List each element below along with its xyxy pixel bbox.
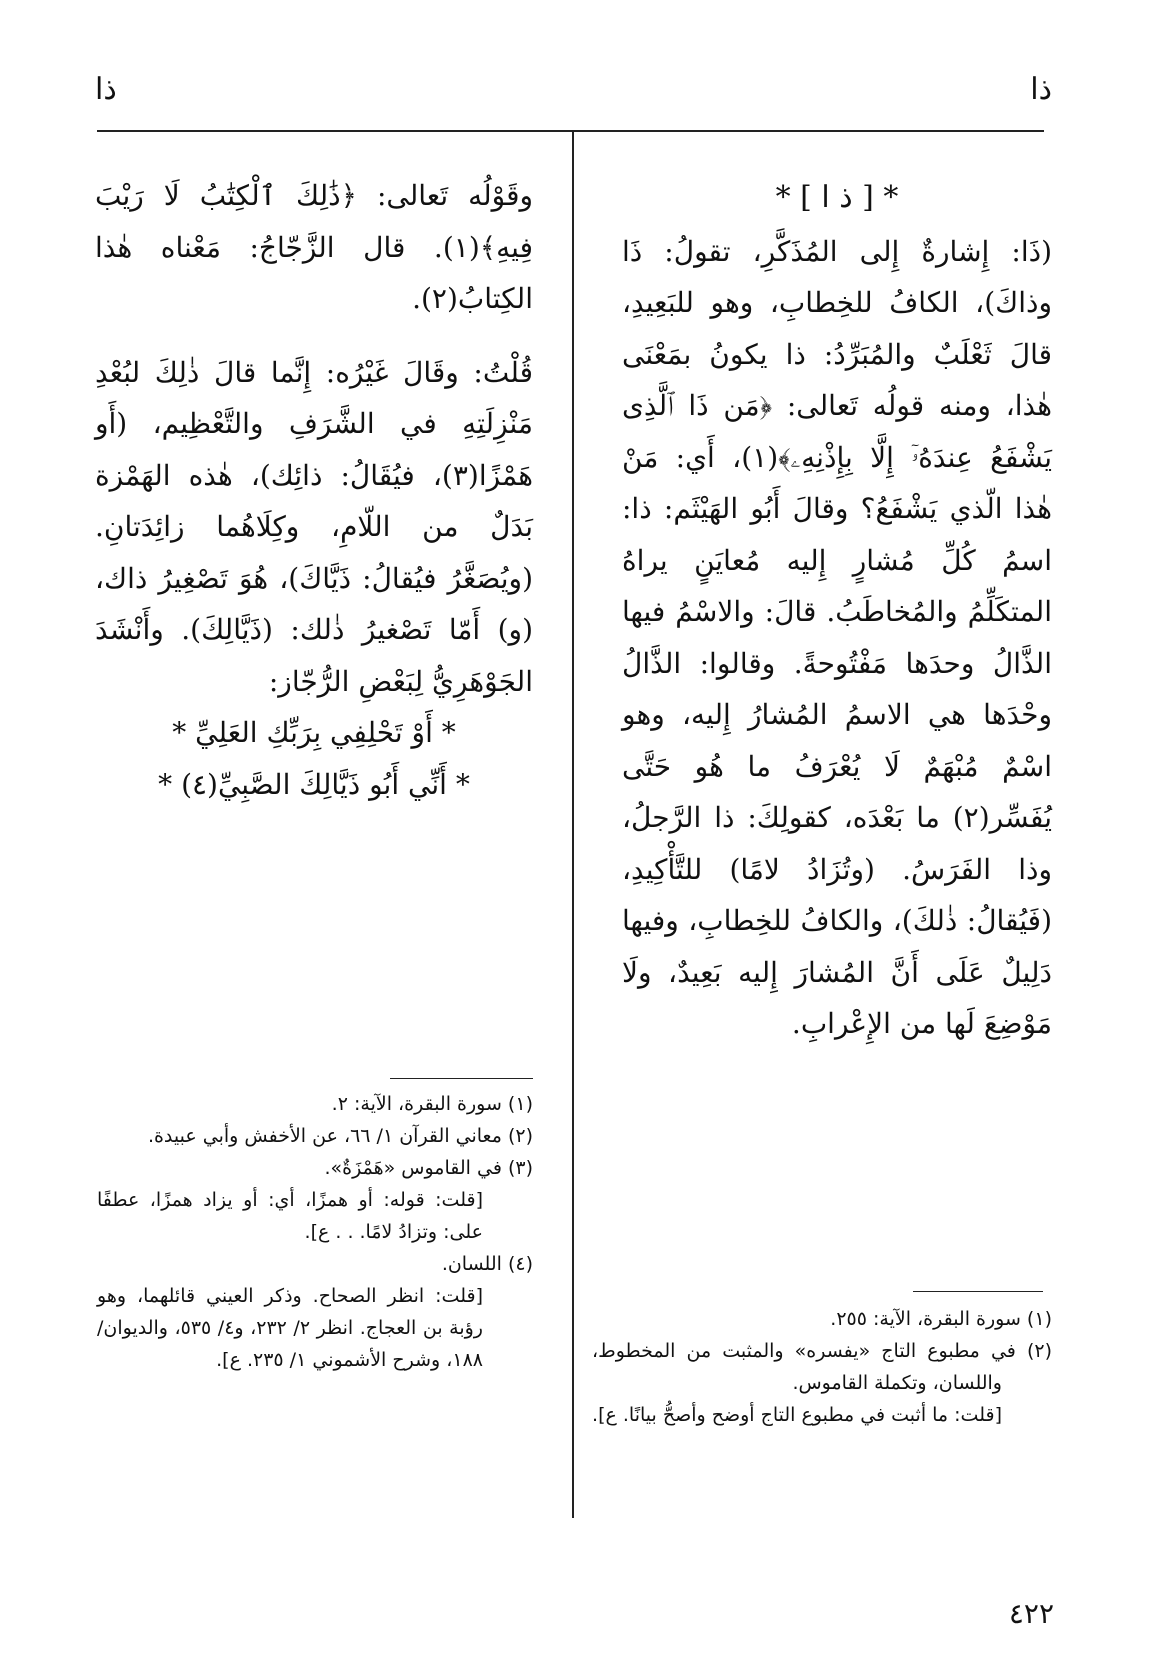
footnote-note: [قلت: انظر الصحاح. وذكر العيني قائلهما، وهو رؤبة بن العجاج. انظر ٢/ ٢٣٢، و٤/ ٥٣٥، والديوان/ ١٨٨، وشرح الأشموني ١/ ٢٣٥. ع]. (97, 1285, 483, 1371)
footnote-rule-left (390, 1078, 533, 1079)
footnote: (٣) في القاموس «هَمْزَةٌ». (324, 1157, 533, 1179)
left-paragraph-1: وقَوْلُه تَعالى: ﴿ذَٰلِكَ ٱلْكِتَٰبُ لَا رَيْبَ فِيهِ﴾(١). قال الزَّجّاجُ: مَعْناه هٰذا الكِتابُ(٢). (95, 179, 533, 315)
footnote: (٤) اللسان. (441, 1253, 533, 1275)
right-column (622, 172, 1052, 1050)
page-number: ٤٢٢ (1008, 1597, 1054, 1630)
column-divider (572, 131, 574, 1518)
running-head-right: ذا (1030, 72, 1052, 107)
footnote-note: [قلت: قوله: أو همزًا، أي: أو يزاد همزًا، عطفًا على: وتزادُ لامًا. . . ع]. (97, 1189, 483, 1243)
footnotes-left (97, 1088, 533, 1376)
footnote-note: [قلت: ما أثبت في مطبوع التاج أوضح وأصحُّ بيانًا. ع]. (592, 1404, 1002, 1426)
footnote: (١) سورة البقرة، الآية: ٢٥٥. (830, 1308, 1052, 1330)
paragraph-gap (95, 325, 533, 347)
verse-line-1: * أَوْ تَحْلِفِي بِرَبِّكِ العَلِيِّ * (172, 716, 456, 749)
header-rule (97, 130, 1044, 132)
verse-line-2: * أَنِّي أَبُو ذَيَّالِكَ الصَّبِيِّ(٤) * (158, 767, 470, 801)
entry-paragraph: (ذَا: إِشارةٌ إِلى المُذَكَّرِ، تقولُ: ذَا وذاكَ)، الكافُ للخِطابِ، وهو للبَعِيدِ، قالَ ثَعْلَبٌ والمُبَرِّدُ: ذا يكونُ بمَعْنَى هٰذا، ومنه قولُه تَعالى: ﴿مَن ذَا ٱلَّذِى يَشْفَعُ عِندَهُۥٓ إِلَّا بِإِذْنِهِۦ﴾(١)، أَي: مَنْ هٰذا الّذي يَشْفَعُ؟ وقالَ أَبُو الهَيْثَم: ذا: اسمُ كُلِّ مُشارٍ إِليه مُعايَنٍ يراهُ المتكَلِّمُ والمُخاطَبُ. قالَ: والاسْمُ فيها الذَّالُ وحدَها مَفْتُوحةً. وقالوا: الذَّالُ وحْدَها هي الاسمُ المُشارُ إِليه، وهو اسْمٌ مُبْهَمٌ لَا يُعْرَفُ ما هُو حَتَّى يُفَسِّر(٢) ما بَعْدَه، كقولِكَ: ذا الرَّجلُ، وذا الفَرَسُ. (وتُزَادُ لامًا) للتَّأْكِيدِ، (فَيُقالُ: ذٰلكَ)، والكافُ للخِطابِ، وفيها دَلِيلٌ عَلَى أَنَّ المُشارَ إِليه بَعِيدٌ، ولَا مَوْضِعَ لَها من الإِعْرابِ. (622, 234, 1052, 1040)
running-head-left: ذا (95, 72, 117, 107)
footnote: (١) سورة البقرة، الآية: ٢. (331, 1093, 533, 1115)
footnote-rule-right (913, 1291, 1043, 1292)
entry-title: * [ ذ ا ] * (775, 180, 899, 215)
left-paragraph-2: قُلْتُ: وقَالَ غَيْرُه: إِنَّما قالَ ذٰلِكَ لبُعْدِ مَنْزِلَتِهِ في الشَّرَفِ والتَّعْظِيم، (أَو هَمْزًا(٣)، فيُقَالُ: ذائِك)، هٰذه الهَمْزة بَدَلٌ من اللّامِ، وكِلَاهُما زائِدَتانِ. (ويُصَغَّرُ فيُقالُ: ذَيَّاكَ)، هُوَ تَصْغِيرُ ذاك، (و) أَمّا تَصْغيرُ ذٰلك: (ذَيَّالِكَ). وأَنْشَدَ الجَوْهَرِيُّ لِبَعْضِ الرُّجّاز: (95, 355, 533, 698)
left-column (95, 170, 533, 810)
footnote: (٢) في مطبوع التاج «يفسره» والمثبت من المخطوط، واللسان، وتكملة القاموس. (592, 1340, 1052, 1394)
footnote: (٢) معاني القرآن ١/ ٦٦، عن الأخفش وأبي عبيدة. (147, 1125, 533, 1147)
footnotes-right (592, 1303, 1052, 1431)
